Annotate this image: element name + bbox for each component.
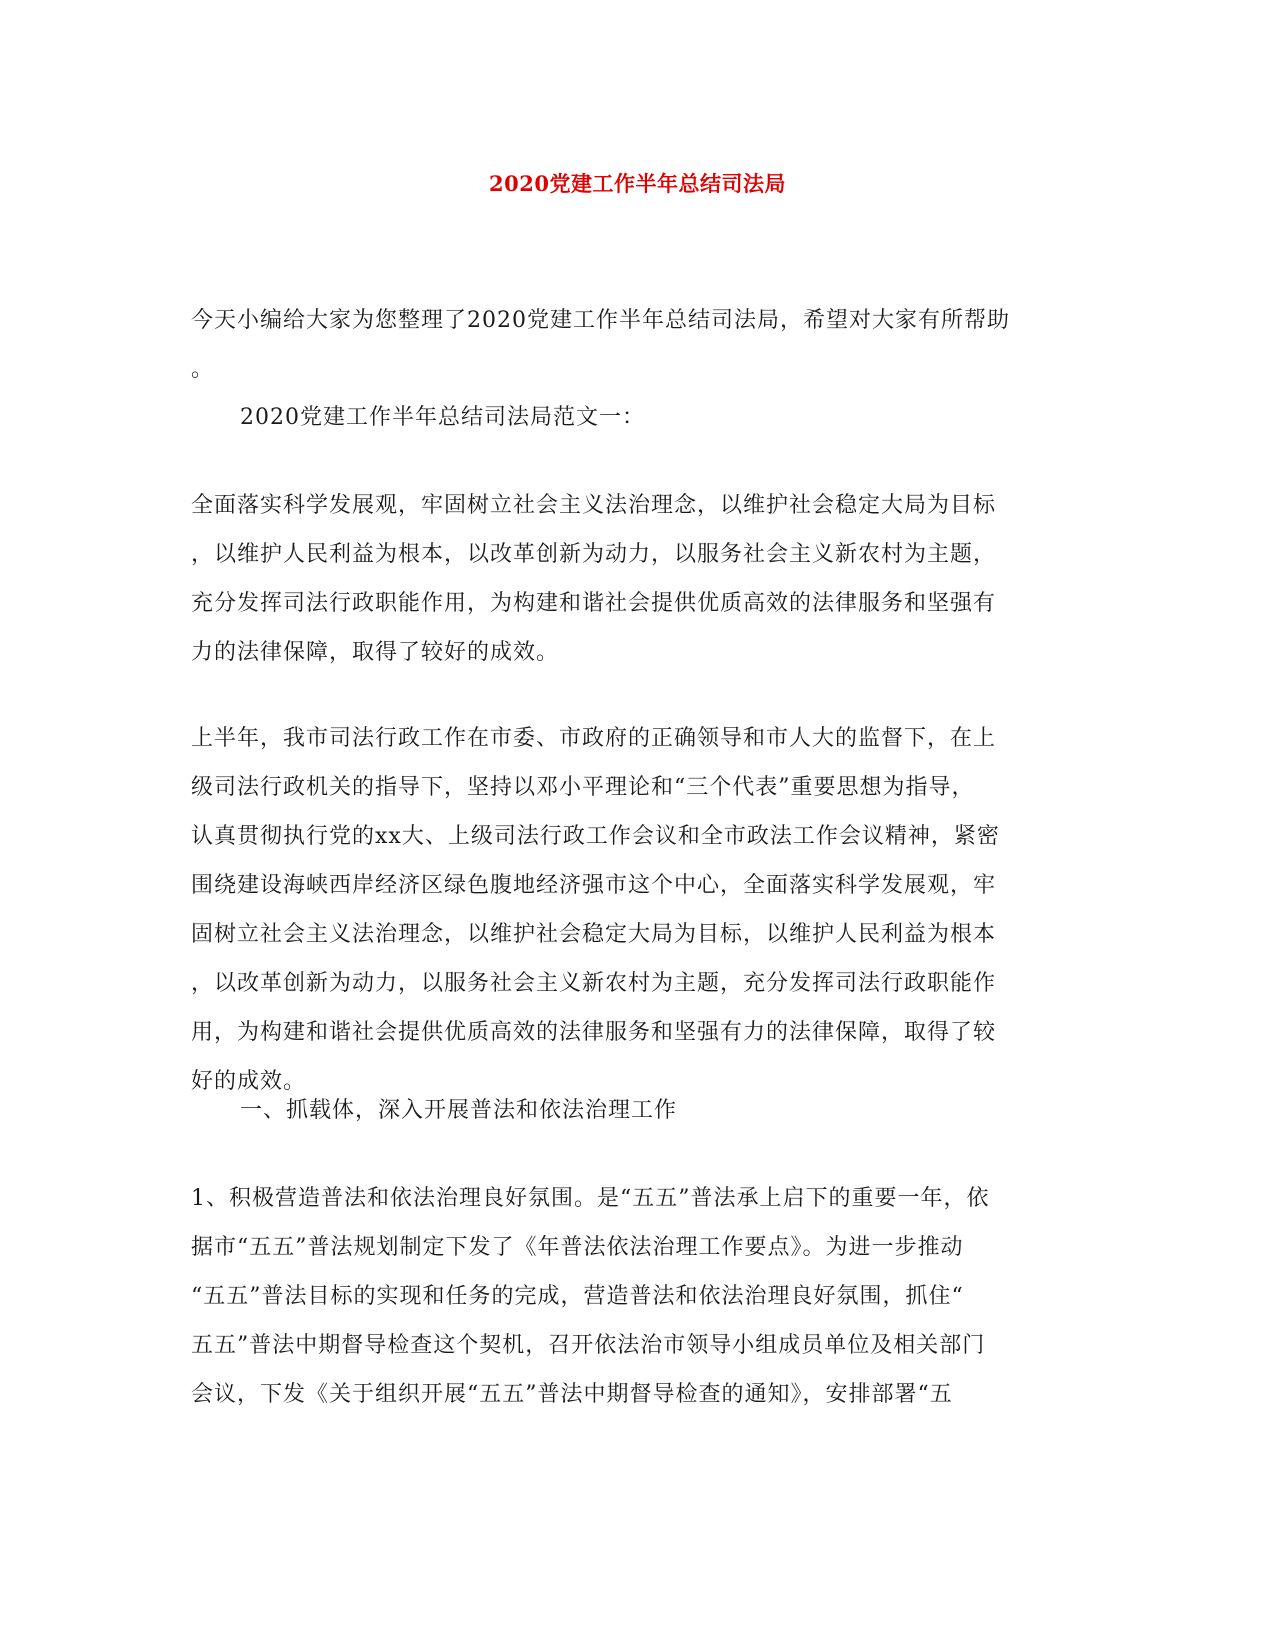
heading-line: 一、抓载体，深入开展普法和依法治理工作	[240, 1098, 678, 1123]
paragraph-line: 认真贯彻执行党的xx大、上级司法行政工作会议和全市政法工作会议精神，紧密	[191, 824, 1000, 849]
paragraph-line: 据市“五五”普法规划制定下发了《年普法依法治理工作要点》。为进一步推动	[191, 1235, 964, 1260]
paragraph-line: 今天小编给大家为您整理了2020党建工作半年总结司法局，希望对大家有所帮助	[191, 308, 1010, 333]
document-title: 2020党建工作半年总结司法局	[489, 171, 786, 196]
paragraph-line: 用，为构建和谐社会提供优质高效的法律服务和坚强有力的法律保障，取得了较	[191, 1020, 997, 1045]
paragraph-line: 围绕建设海峡西岸经济区绿色腹地经济强市这个中心，全面落实科学发展观，牢	[191, 873, 997, 898]
section-1-heading	[240, 1086, 1071, 1135]
paragraph-line: 力的法律保障，取得了较好的成效。	[191, 640, 560, 665]
sample-heading	[240, 393, 1071, 442]
paragraph-line: 级司法行政机关的指导下，坚持以邓小平理论和“三个代表”重要思想为指导，	[191, 775, 975, 800]
intro-paragraph	[191, 296, 1071, 394]
heading-line: 2020党建工作半年总结司法局范文一：	[240, 405, 645, 430]
paragraph-3	[191, 1174, 1071, 1419]
paragraph-line: 上半年，我市司法行政工作在市委、市政府的正确领导和市人大的监督下，在上	[191, 726, 997, 751]
paragraph-line: 1、积极营造普法和依法治理良好氛围。是“五五”普法承上启下的重要一年，依	[191, 1186, 990, 1211]
paragraph-line: 五五”普法中期督导检查这个契机，召开依法治市领导小组成员单位及相关部门	[191, 1333, 986, 1358]
paragraph-line: 全面落实科学发展观，牢固树立社会主义法治理念，以维护社会稳定大局为目标	[191, 493, 997, 518]
paragraph-line: ，以维护人民利益为根本，以改革创新为动力，以服务社会主义新农村为主题，	[191, 542, 997, 567]
paragraph-line: 好的成效。	[191, 1069, 307, 1094]
paragraph-line: 充分发挥司法行政职能作用，为构建和谐社会提供优质高效的法律服务和坚强有	[191, 591, 997, 616]
paragraph-line: 会议，下发《关于组织开展“五五”普法中期督导检查的通知》，安排部署“五	[191, 1382, 953, 1407]
paragraph-line: 。	[191, 357, 215, 382]
paragraph-2	[191, 714, 1071, 1106]
paragraph-line: ，以改革创新为动力，以服务社会主义新农村为主题，充分发挥司法行政职能作	[191, 971, 997, 996]
paragraph-line: 固树立社会主义法治理念，以维护社会稳定大局为目标，以维护人民利益为根本	[191, 922, 997, 947]
paragraph-line: “五五”普法目标的实现和任务的完成，营造普法和依法治理良好氛围，抓住“	[191, 1284, 964, 1309]
paragraph-1	[191, 481, 1071, 677]
